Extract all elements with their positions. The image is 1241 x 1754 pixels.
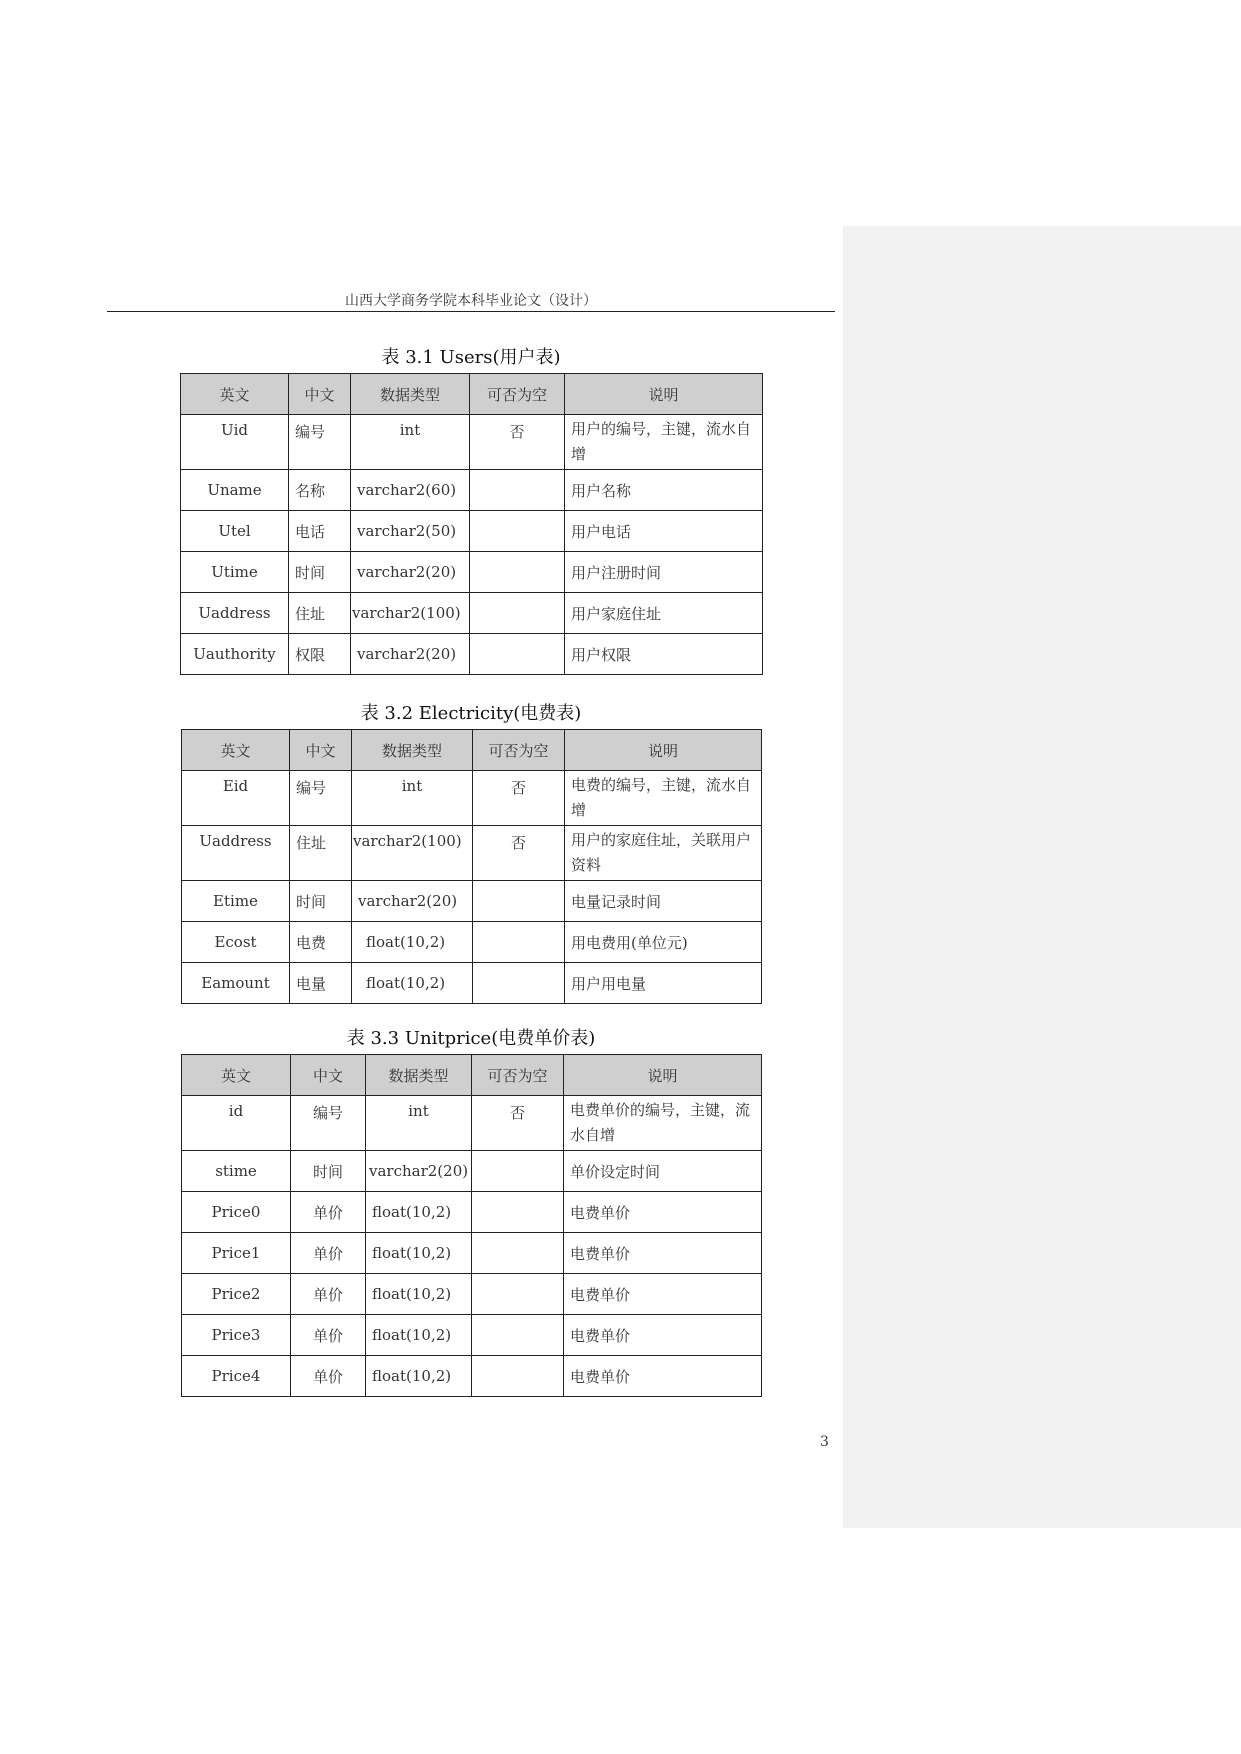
cell-en: Price0	[182, 1192, 291, 1233]
cell-desc: 用户的家庭住址，关联用户资料	[565, 826, 762, 881]
table-row	[181, 470, 763, 511]
cell-nullable	[472, 1233, 564, 1274]
col-header-zh: 中文	[290, 730, 352, 771]
col-header-nullable: 可否为空	[472, 1055, 564, 1096]
col-header-desc: 说明	[565, 730, 762, 771]
cell-type: int	[366, 1096, 472, 1151]
cell-zh: 时间	[290, 881, 352, 922]
col-header-type: 数据类型	[351, 374, 470, 415]
table-caption-electricity: 表 3.2 Electricity(电费表)	[360, 703, 582, 724]
cell-zh: 单价	[291, 1192, 366, 1233]
cell-nullable	[472, 1315, 564, 1356]
cell-zh: 住址	[289, 593, 351, 634]
table-caption-users: 表 3.1 Users(用户表)	[381, 347, 561, 368]
col-header-zh: 中文	[289, 374, 351, 415]
cell-desc: 用户权限	[565, 634, 763, 675]
col-header-en: 英文	[182, 730, 290, 771]
cell-en: Price1	[182, 1233, 291, 1274]
cell-desc: 用户家庭住址	[565, 593, 763, 634]
table-header-row	[181, 374, 763, 415]
col-header-nullable: 可否为空	[470, 374, 565, 415]
cell-type: float(10,2)	[352, 963, 473, 1004]
table-row	[182, 881, 762, 922]
cell-nullable	[470, 511, 565, 552]
col-header-type: 数据类型	[352, 730, 473, 771]
cell-type: varchar2(100)	[352, 826, 473, 881]
cell-nullable: 否	[473, 826, 565, 881]
col-header-desc: 说明	[565, 374, 763, 415]
cell-zh: 编号	[290, 771, 352, 826]
cell-nullable	[470, 552, 565, 593]
cell-desc: 电费的编号，主键，流水自增	[565, 771, 762, 826]
cell-nullable: 否	[470, 415, 565, 470]
cell-desc: 用电费用(单位元)	[565, 922, 762, 963]
table-caption-unitprice: 表 3.3 Unitprice(电费单价表)	[346, 1028, 596, 1049]
cell-en: Utel	[181, 511, 289, 552]
table-row	[182, 1233, 762, 1274]
cell-zh: 编号	[289, 415, 351, 470]
cell-nullable	[470, 634, 565, 675]
table-row	[182, 1151, 762, 1192]
table-row	[182, 1274, 762, 1315]
cell-type: float(10,2)	[352, 922, 473, 963]
table-row	[182, 963, 762, 1004]
cell-type: varchar2(20)	[366, 1151, 472, 1192]
table-row	[181, 552, 763, 593]
cell-en: Uauthority	[181, 634, 289, 675]
cell-en: Uid	[181, 415, 289, 470]
cell-desc: 电费单价的编号，主键，流水自增	[564, 1096, 762, 1151]
cell-type: varchar2(50)	[351, 511, 470, 552]
comment-pane	[843, 226, 1241, 1528]
cell-type: float(10,2)	[366, 1274, 472, 1315]
cell-zh: 单价	[291, 1356, 366, 1397]
cell-en: Etime	[182, 881, 290, 922]
cell-desc: 用户电话	[565, 511, 763, 552]
cell-nullable	[473, 922, 565, 963]
cell-nullable	[472, 1274, 564, 1315]
col-header-nullable: 可否为空	[473, 730, 565, 771]
table-header-row	[182, 730, 762, 771]
cell-desc: 用户的编号，主键，流水自增	[565, 415, 763, 470]
table-row	[182, 826, 762, 881]
col-header-en: 英文	[181, 374, 289, 415]
cell-desc: 用户用电量	[565, 963, 762, 1004]
cell-nullable	[472, 1151, 564, 1192]
table-row	[181, 593, 763, 634]
cell-zh: 单价	[291, 1315, 366, 1356]
cell-en: Uname	[181, 470, 289, 511]
cell-desc: 电量记录时间	[565, 881, 762, 922]
cell-nullable	[470, 470, 565, 511]
cell-desc: 电费单价	[564, 1315, 762, 1356]
cell-nullable	[473, 881, 565, 922]
table-row	[182, 922, 762, 963]
cell-nullable	[473, 963, 565, 1004]
table-header-row	[182, 1055, 762, 1096]
cell-en: Price4	[182, 1356, 291, 1397]
cell-desc: 单价设定时间	[564, 1151, 762, 1192]
col-header-type: 数据类型	[366, 1055, 472, 1096]
cell-en: Price2	[182, 1274, 291, 1315]
table-row	[182, 1096, 762, 1151]
table-row	[182, 1356, 762, 1397]
col-header-en: 英文	[182, 1055, 291, 1096]
cell-zh: 权限	[289, 634, 351, 675]
cell-type: varchar2(20)	[351, 552, 470, 593]
cell-en: Eid	[182, 771, 290, 826]
col-header-desc: 说明	[564, 1055, 762, 1096]
cell-type: int	[352, 771, 473, 826]
cell-desc: 电费单价	[564, 1192, 762, 1233]
cell-type: float(10,2)	[366, 1233, 472, 1274]
cell-type: varchar2(20)	[351, 634, 470, 675]
cell-desc: 用户名称	[565, 470, 763, 511]
table-row	[181, 415, 763, 470]
cell-en: Price3	[182, 1315, 291, 1356]
cell-nullable	[470, 593, 565, 634]
table-row	[181, 634, 763, 675]
cell-nullable: 否	[472, 1096, 564, 1151]
cell-type: float(10,2)	[366, 1356, 472, 1397]
cell-type: float(10,2)	[366, 1315, 472, 1356]
cell-en: Ecost	[182, 922, 290, 963]
cell-type: varchar2(60)	[351, 470, 470, 511]
cell-en: Uaddress	[181, 593, 289, 634]
cell-zh: 时间	[289, 552, 351, 593]
cell-type: int	[351, 415, 470, 470]
cell-en: Uaddress	[182, 826, 290, 881]
table-row	[181, 511, 763, 552]
cell-en: id	[182, 1096, 291, 1151]
cell-zh: 单价	[291, 1274, 366, 1315]
cell-desc: 用户注册时间	[565, 552, 763, 593]
cell-zh: 单价	[291, 1233, 366, 1274]
cell-desc: 电费单价	[564, 1274, 762, 1315]
cell-nullable	[472, 1192, 564, 1233]
users-table	[180, 373, 763, 675]
cell-zh: 电费	[290, 922, 352, 963]
header-rule	[107, 311, 835, 312]
cell-zh: 电量	[290, 963, 352, 1004]
running-header: 山西大学商务学院本科毕业论文（设计）	[345, 293, 597, 309]
cell-zh: 时间	[291, 1151, 366, 1192]
cell-nullable: 否	[473, 771, 565, 826]
cell-desc: 电费单价	[564, 1356, 762, 1397]
cell-type: varchar2(100)	[351, 593, 470, 634]
cell-zh: 电话	[289, 511, 351, 552]
cell-type: float(10,2)	[366, 1192, 472, 1233]
cell-zh: 名称	[289, 470, 351, 511]
cell-desc: 电费单价	[564, 1233, 762, 1274]
unitprice-table	[181, 1054, 762, 1397]
electricity-table	[181, 729, 762, 1004]
cell-type: varchar2(20)	[352, 881, 473, 922]
cell-zh: 住址	[290, 826, 352, 881]
table-row	[182, 1315, 762, 1356]
cell-en: Eamount	[182, 963, 290, 1004]
cell-zh: 编号	[291, 1096, 366, 1151]
cell-en: Utime	[181, 552, 289, 593]
table-row	[182, 1192, 762, 1233]
col-header-zh: 中文	[291, 1055, 366, 1096]
table-row	[182, 771, 762, 826]
cell-en: stime	[182, 1151, 291, 1192]
page-number: 3	[820, 1434, 829, 1450]
cell-nullable	[472, 1356, 564, 1397]
